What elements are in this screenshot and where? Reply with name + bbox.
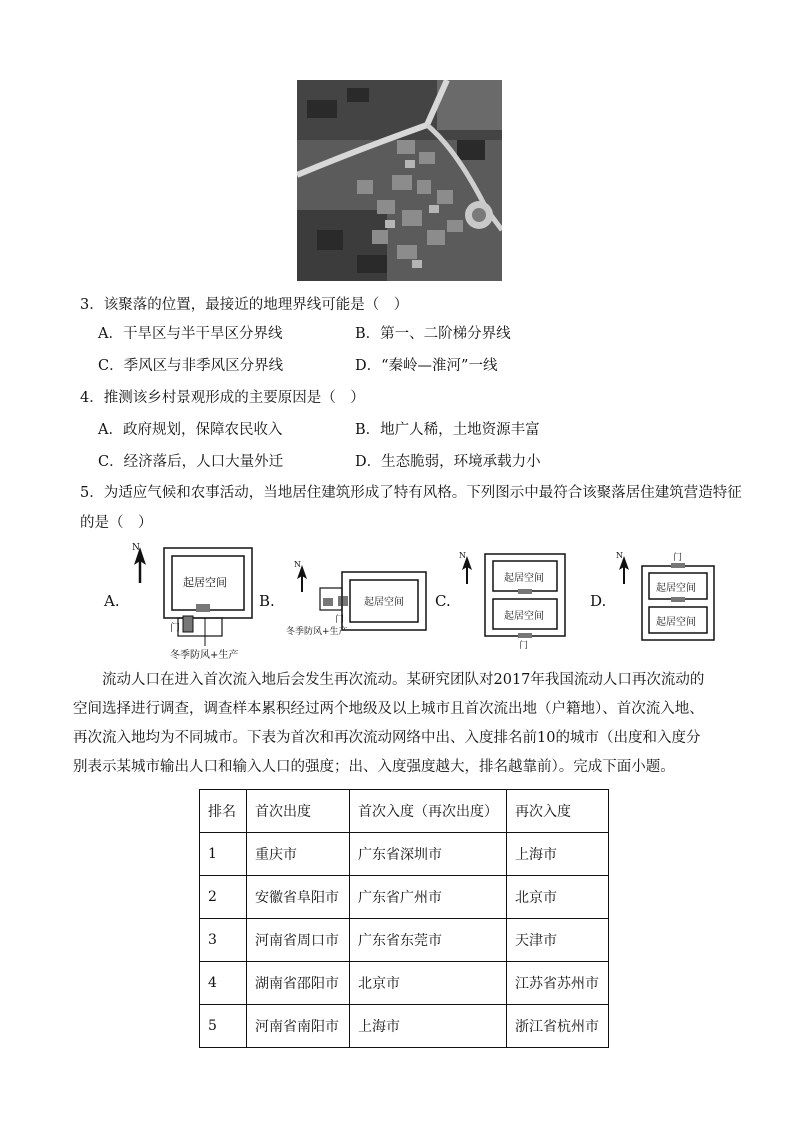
diagram-c-label[interactable]: C. — [435, 592, 451, 610]
table-cell: 北京市 — [507, 876, 609, 919]
table-cell: 重庆市 — [247, 833, 350, 876]
question-3-option-a[interactable]: A．干旱区与半干旱区分界线 — [98, 326, 283, 342]
ranking-table — [199, 789, 609, 1048]
village-aerial-photo — [297, 80, 502, 281]
question-3-option-b[interactable]: B．第一、二阶梯分界线 — [355, 326, 511, 342]
table-cell: 1 — [200, 833, 247, 876]
diagram-b — [280, 560, 430, 650]
diagram-c — [455, 550, 575, 650]
passage — [73, 666, 713, 782]
table-cell: 上海市 — [507, 833, 609, 876]
table-cell: 广东省广州市 — [350, 876, 507, 919]
diagram-d — [612, 548, 722, 648]
table-cell: 广东省深圳市 — [350, 833, 507, 876]
table-cell: 河南省周口市 — [247, 919, 350, 962]
living-space-label: 起居空间 — [364, 597, 404, 608]
door-label: 门 — [335, 615, 345, 625]
question-4-option-c[interactable]: C．经济落后，人口大量外迁 — [98, 454, 284, 470]
table-row — [200, 919, 609, 962]
question-4-option-d[interactable]: D．生态脆弱，环境承载力小 — [355, 454, 541, 470]
header-first-in: 首次入度（再次出度） — [350, 790, 507, 833]
table-cell: 河南省南阳市 — [247, 1005, 350, 1048]
diagram-a — [128, 543, 258, 663]
table-cell: 天津市 — [507, 919, 609, 962]
passage-rest: 选择进行调查，调查样本累积经过两个地级及以上城市且首次流出地（户籍地）、首次流入地、再次流入地均为不同城市。下表为首次和再次流动网络中出、入度排名前10的城市（出度和入度分别表示某城市输出人口和输入人口的强度；出、入度强度越大，排名越靠前）。完成下面小题。 — [73, 701, 704, 775]
windbreak-label: 冬季防风+生产 — [286, 627, 348, 637]
question-5-stem-line2: 的是（ ） — [80, 515, 153, 531]
diagram-a-drawing — [128, 543, 258, 663]
table-cell: 北京市 — [350, 962, 507, 1005]
question-3-option-c[interactable]: C．季风区与非季风区分界线 — [98, 358, 284, 374]
header-rank: 排名 — [200, 790, 247, 833]
header-second-in: 再次入度 — [507, 790, 609, 833]
question-3-option-d[interactable]: D．“秦岭—淮河”一线 — [355, 358, 498, 374]
table-row — [200, 1005, 609, 1048]
question-5-stem-line1: 5．为适应气候和农事活动，当地居住建筑形成了特有风格。下列图示中最符合该聚落居住建筑营造特征 — [80, 485, 742, 501]
table-cell: 上海市 — [350, 1005, 507, 1048]
table-cell: 2 — [200, 876, 247, 919]
table-cell: 广东省东莞市 — [350, 919, 507, 962]
living-space-label: 起居空间 — [656, 583, 696, 594]
door-label: 门 — [170, 623, 180, 634]
diagram-a-label[interactable]: A. — [104, 592, 120, 610]
diagram-c-drawing — [455, 550, 575, 650]
door-label: 门 — [673, 553, 683, 563]
table-header-row — [200, 790, 609, 833]
table-row — [200, 833, 609, 876]
diagram-b-label[interactable]: B. — [259, 592, 275, 610]
table-cell: 3 — [200, 919, 247, 962]
diagram-d-label[interactable]: D. — [590, 592, 607, 610]
living-space-label: 起居空间 — [504, 573, 544, 584]
north-label: N — [294, 560, 301, 569]
north-label: N — [459, 551, 466, 560]
question-4-option-a[interactable]: A．政府规划，保障农民收入 — [98, 422, 283, 438]
north-label: N — [132, 543, 140, 553]
table-row — [200, 876, 609, 919]
table-cell: 安徽省阜阳市 — [247, 876, 350, 919]
table-cell: 江苏省苏州市 — [507, 962, 609, 1005]
north-label: N — [616, 551, 623, 560]
windbreak-label: 冬季防风+生产 — [170, 650, 239, 661]
table-row — [200, 962, 609, 1005]
table-cell: 浙江省杭州市 — [507, 1005, 609, 1048]
question-4-stem: 4．推测该乡村景观形成的主要原因是（ ） — [80, 390, 365, 406]
question-4-option-b[interactable]: B．地广人稀，土地资源丰富 — [355, 422, 540, 438]
table-cell: 湖南省邵阳市 — [247, 962, 350, 1005]
table-cell: 5 — [200, 1005, 247, 1048]
question-3-stem: 3．该聚落的位置，最接近的地理界线可能是（ ） — [80, 297, 409, 313]
living-space-label: 起居空间 — [504, 611, 544, 622]
header-first-out: 首次出度 — [247, 790, 350, 833]
living-space-label: 起居空间 — [656, 617, 696, 628]
living-space-label: 起居空间 — [183, 576, 227, 589]
passage-line1: 流动人口在进入首次流入地后会发生再次流动。某研究团队对2017年我国流动人口再次流动的空间 — [73, 672, 705, 717]
diagram-d-drawing — [612, 548, 722, 648]
door-label: 门 — [519, 641, 529, 651]
table-cell: 4 — [200, 962, 247, 1005]
